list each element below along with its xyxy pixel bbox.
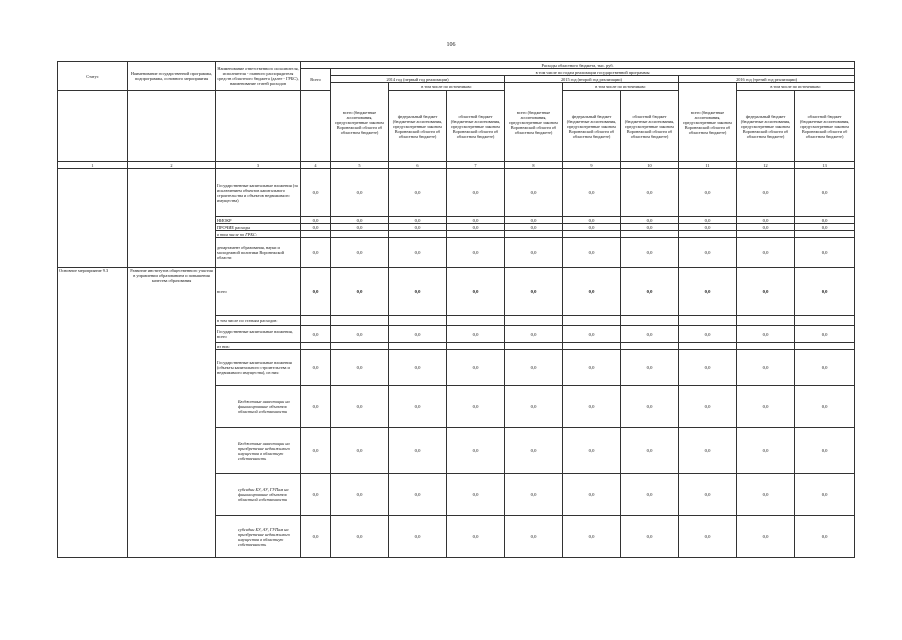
row-value: 0,0 (563, 516, 621, 558)
row-item-label: Государственные капитальные вложения (за исключением объектов капитального строительства и объектов недвижимого имущества) (216, 169, 301, 217)
row-value (737, 343, 795, 350)
row-value: 0,0 (563, 238, 621, 268)
row-value: 0,0 (447, 169, 505, 217)
row-item-label: Государственные капитальные вложения, всего (216, 326, 301, 343)
header-year-2016: 2016 год (третий год реализации) (679, 76, 855, 83)
row-value: 0,0 (331, 474, 389, 516)
row-value: 0,0 (737, 350, 795, 386)
row-value (301, 231, 331, 238)
row-value: 0,0 (795, 474, 855, 516)
row-value: 0,0 (389, 350, 447, 386)
row-value: 0,0 (621, 326, 679, 343)
row-value: 0,0 (447, 268, 505, 316)
column-number-row (58, 162, 855, 169)
row-value: 0,0 (795, 268, 855, 316)
row-value: 0,0 (301, 169, 331, 217)
row-value: 0,0 (505, 516, 563, 558)
row-value (505, 316, 563, 326)
column-number: 4 (301, 162, 331, 169)
row-value: 0,0 (563, 224, 621, 231)
row-value: 0,0 (621, 516, 679, 558)
row-value: 0,0 (505, 224, 563, 231)
row-value (621, 343, 679, 350)
row-item-label: департамент образования, науки и молодежной политики Воронежской области (216, 238, 301, 268)
row-value: 0,0 (563, 217, 621, 224)
row-value (301, 316, 331, 326)
row-value: 0,0 (389, 169, 447, 217)
row-value: 0,0 (563, 350, 621, 386)
row-value: 0,0 (301, 224, 331, 231)
row-value: 0,0 (389, 217, 447, 224)
row-value: 0,0 (331, 268, 389, 316)
row-value (679, 231, 737, 238)
row-value: 0,0 (621, 474, 679, 516)
row-value: 0,0 (505, 474, 563, 516)
header-federal-2014: федеральный бюджет (бюджетные ассигнования, предусмотренные законом Воронежской области об областном бюджете) (389, 91, 447, 162)
row-item-label: НИОКР (216, 217, 301, 224)
row-value: 0,0 (505, 217, 563, 224)
row-value: 0,0 (389, 386, 447, 428)
row-value: 0,0 (679, 326, 737, 343)
row-value: 0,0 (737, 238, 795, 268)
row-value: 0,0 (505, 350, 563, 386)
row-value: 0,0 (301, 238, 331, 268)
row-value: 0,0 (737, 224, 795, 231)
row-value: 0,0 (621, 350, 679, 386)
row-item-label: Бюджетные инвестиции на приобретение недвижимого имущества в областную собственность (216, 428, 301, 474)
row-value (447, 343, 505, 350)
column-number: 5 (331, 162, 389, 169)
header-year-2014: 2014 год (первый год реализации) (331, 76, 505, 83)
row-value: 0,0 (679, 224, 737, 231)
row-value: 0,0 (389, 428, 447, 474)
row-value (679, 316, 737, 326)
row-value (679, 343, 737, 350)
row-value: 0,0 (795, 224, 855, 231)
row-value: 0,0 (301, 386, 331, 428)
row-value: 0,0 (563, 428, 621, 474)
row-value: 0,0 (679, 350, 737, 386)
row-value: 0,0 (505, 428, 563, 474)
row-value: 0,0 (679, 428, 737, 474)
row-value: 0,0 (563, 326, 621, 343)
row-value: 0,0 (563, 169, 621, 217)
row-value (621, 316, 679, 326)
row-value (621, 231, 679, 238)
row-value: 0,0 (737, 474, 795, 516)
row-value (389, 316, 447, 326)
row-value: 0,0 (301, 268, 331, 316)
row-program-name (128, 169, 216, 268)
header-regional-2016: областной бюджет (бюджетные ассигнования, предусмотренные законом Воронежской области об областном бюджете) (795, 91, 855, 162)
row-value: 0,0 (301, 516, 331, 558)
row-item-label: в том числе по ГРБС: (216, 231, 301, 238)
row-value (389, 343, 447, 350)
row-value: 0,0 (447, 217, 505, 224)
row-value (331, 316, 389, 326)
column-number: 3 (216, 162, 301, 169)
row-value (563, 343, 621, 350)
row-value: 0,0 (737, 516, 795, 558)
row-value (737, 316, 795, 326)
row-value: 0,0 (301, 326, 331, 343)
header-executor: Наименование ответственного исполнителя, исполнителя - главного распорядителя средств областного бюджета (далее - ГРБС), наименование статей расходов (216, 62, 301, 91)
row-value: 0,0 (447, 516, 505, 558)
row-value (331, 231, 389, 238)
row-value: 0,0 (563, 474, 621, 516)
row-value: 0,0 (679, 386, 737, 428)
row-value: 0,0 (389, 238, 447, 268)
row-value (795, 343, 855, 350)
table-row (58, 268, 855, 316)
row-value: 0,0 (331, 516, 389, 558)
row-value: 0,0 (621, 238, 679, 268)
row-item-label: всего (216, 268, 301, 316)
budget-table (57, 61, 855, 558)
row-value: 0,0 (621, 268, 679, 316)
row-value (301, 343, 331, 350)
row-value: 0,0 (621, 217, 679, 224)
row-value: 0,0 (331, 386, 389, 428)
row-value: 0,0 (505, 169, 563, 217)
header-program-name: Наименование государственной программы, подпрограммы, основного мероприятия (128, 62, 216, 91)
row-value: 0,0 (505, 386, 563, 428)
row-value: 0,0 (331, 217, 389, 224)
header-federal-2015: федеральный бюджет (бюджетные ассигнования, предусмотренные законом Воронежской области об областном бюджете) (563, 91, 621, 162)
row-value: 0,0 (447, 238, 505, 268)
row-value (389, 231, 447, 238)
row-value: 0,0 (447, 386, 505, 428)
row-value: 0,0 (301, 350, 331, 386)
header-all-2016: всего (бюджетные ассигнования, предусмотренные законом Воронежской области об областном бюджете) (679, 83, 737, 162)
row-value: 0,0 (679, 217, 737, 224)
row-value: 0,0 (447, 326, 505, 343)
page-number: 106 (446, 42, 456, 48)
row-item-label: субсидии БУ, АУ, ГУПам на финансирование объектов областной собственности (216, 474, 301, 516)
row-value: 0,0 (331, 169, 389, 217)
row-value: 0,0 (621, 224, 679, 231)
column-number: 7 (447, 162, 505, 169)
row-item-label: в том числе по статьям расходов: (216, 316, 301, 326)
row-status (58, 169, 128, 268)
header-all-2015: всего (бюджетные ассигнования, предусмотренные законом Воронежской области об областном бюджете) (505, 83, 563, 162)
row-value (331, 343, 389, 350)
row-value: 0,0 (389, 224, 447, 231)
row-value (563, 316, 621, 326)
column-number: 11 (679, 162, 737, 169)
row-value (505, 343, 563, 350)
column-number: 9 (563, 162, 621, 169)
row-value: 0,0 (389, 326, 447, 343)
row-value: 0,0 (795, 350, 855, 386)
row-value: 0,0 (795, 238, 855, 268)
row-value: 0,0 (621, 169, 679, 217)
column-number: 12 (737, 162, 795, 169)
row-value: 0,0 (331, 224, 389, 231)
row-value: 0,0 (679, 474, 737, 516)
row-value: 0,0 (737, 428, 795, 474)
row-value: 0,0 (301, 217, 331, 224)
row-value: 0,0 (447, 350, 505, 386)
header-regional-2015: областной бюджет (бюджетные ассигнования, предусмотренные законом Воронежской области об областном бюджете) (621, 91, 679, 162)
row-value: 0,0 (679, 169, 737, 217)
row-value: 0,0 (447, 224, 505, 231)
row-value: 0,0 (795, 169, 855, 217)
row-value: 0,0 (679, 516, 737, 558)
row-value: 0,0 (679, 238, 737, 268)
row-value: 0,0 (505, 238, 563, 268)
row-value: 0,0 (563, 386, 621, 428)
column-number: 2 (128, 162, 216, 169)
row-value: 0,0 (447, 428, 505, 474)
row-value: 0,0 (679, 268, 737, 316)
row-value: 0,0 (737, 217, 795, 224)
row-item-label: Государственные капитальные вложения (объекты капитального строительства и недвижимого имущества), из них: (216, 350, 301, 386)
row-value: 0,0 (795, 326, 855, 343)
column-number: 1 (58, 162, 128, 169)
header-expenses: Расходы областного бюджета, тыс. руб. (301, 62, 855, 69)
row-value: 0,0 (389, 516, 447, 558)
header-sources-2014: в том числе по источникам: (389, 83, 505, 91)
row-item-label: субсидии БУ, АУ, ГУПам на приобретение недвижимого имущества в областную собственность (216, 516, 301, 558)
row-value: 0,0 (447, 474, 505, 516)
row-value: 0,0 (795, 217, 855, 224)
row-value (737, 231, 795, 238)
table-row (58, 169, 855, 217)
row-item-label: из них: (216, 343, 301, 350)
column-number: 8 (505, 162, 563, 169)
row-value: 0,0 (621, 386, 679, 428)
row-value: 0,0 (331, 326, 389, 343)
row-status: Основное мероприятие 9.3 (58, 268, 128, 558)
row-value: 0,0 (737, 326, 795, 343)
row-value: 0,0 (331, 350, 389, 386)
header-year-2015: 2015 год (второй год реализации) (505, 76, 679, 83)
row-value: 0,0 (737, 386, 795, 428)
row-value (563, 231, 621, 238)
header-federal-2016: федеральный бюджет (бюджетные ассигнования, предусмотренные законом Воронежской области об областном бюджете) (737, 91, 795, 162)
row-value: 0,0 (795, 428, 855, 474)
row-value: 0,0 (505, 326, 563, 343)
column-number: 6 (389, 162, 447, 169)
row-value: 0,0 (737, 268, 795, 316)
row-value: 0,0 (331, 428, 389, 474)
header-status: Статус (58, 62, 128, 91)
row-value: 0,0 (795, 516, 855, 558)
row-value: 0,0 (795, 386, 855, 428)
row-value: 0,0 (389, 474, 447, 516)
row-item-label: ПРОЧИЕ расходы (216, 224, 301, 231)
row-value (795, 316, 855, 326)
header-total: Всего (301, 69, 331, 91)
column-number: 10 (621, 162, 679, 169)
row-value: 0,0 (563, 268, 621, 316)
header-sources-2015: в том числе по источникам: (563, 83, 679, 91)
row-value (447, 316, 505, 326)
row-value: 0,0 (621, 428, 679, 474)
row-value (447, 231, 505, 238)
header-by-years: в том числе по годам реализации государственной программы (331, 69, 855, 76)
header-all-2014: всего (бюджетные ассигнования, предусмотренные законом Воронежской области об областном бюджете) (331, 83, 389, 162)
row-value: 0,0 (505, 268, 563, 316)
row-value: 0,0 (737, 169, 795, 217)
column-number: 13 (795, 162, 855, 169)
row-value (795, 231, 855, 238)
header-sources-2016: в том числе по источникам: (737, 83, 855, 91)
row-program-name: Развитие институтов общественного участия в управлении образованием и повышения качества образования (128, 268, 216, 558)
header-regional-2014: областной бюджет (бюджетные ассигнования, предусмотренные законом Воронежской области об областном бюджете) (447, 91, 505, 162)
row-value: 0,0 (301, 474, 331, 516)
row-value: 0,0 (301, 428, 331, 474)
row-value (505, 231, 563, 238)
row-value: 0,0 (331, 238, 389, 268)
row-item-label: Бюджетные инвестиции на финансирование объектов областной собственности (216, 386, 301, 428)
row-value: 0,0 (389, 268, 447, 316)
